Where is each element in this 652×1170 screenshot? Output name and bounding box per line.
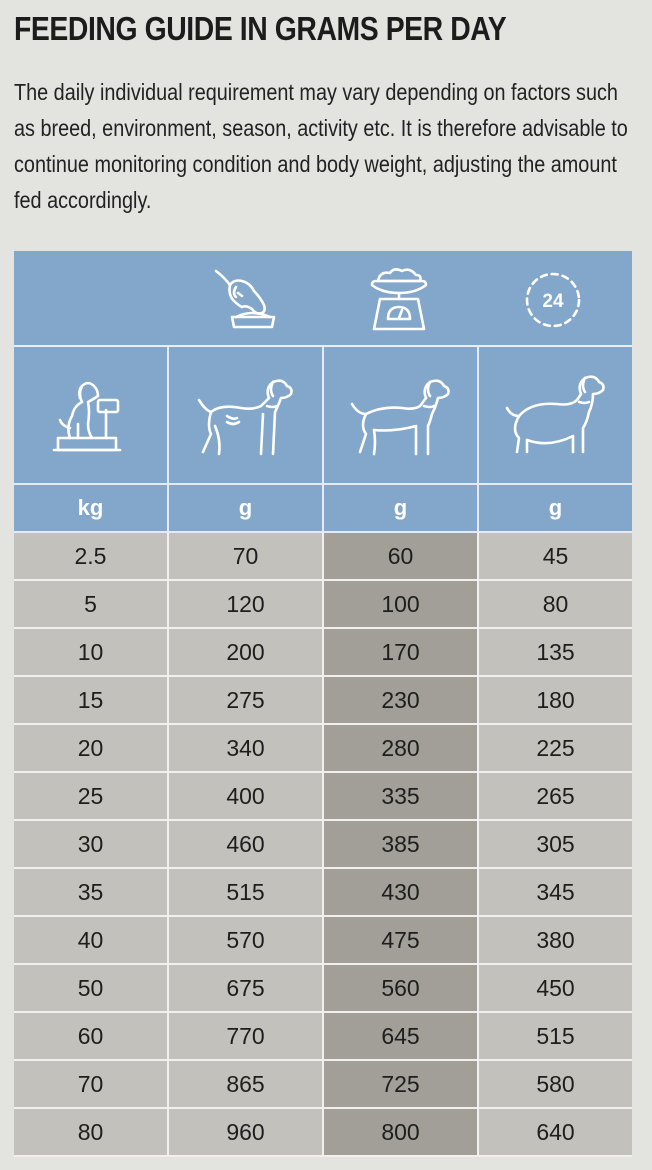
table-cell: 645 <box>324 1013 479 1061</box>
table-cell: 230 <box>324 677 479 725</box>
table-cell: 60 <box>324 533 479 581</box>
table-row <box>14 1061 632 1109</box>
table-icon-header <box>14 251 632 347</box>
table-cell: 570 <box>169 917 324 965</box>
table-row <box>14 773 632 821</box>
unit-header: kg <box>14 485 169 533</box>
table-cell: 515 <box>479 1013 632 1061</box>
table-cell: 640 <box>479 1109 632 1157</box>
dog-on-scale-icon <box>14 347 169 485</box>
table-cell: 280 <box>324 725 479 773</box>
table-cell: 10 <box>14 629 169 677</box>
table-row <box>14 821 632 869</box>
table-cell: 45 <box>479 533 632 581</box>
table-cell: 430 <box>324 869 479 917</box>
table-cell: 20 <box>14 725 169 773</box>
clock-24-icon <box>518 263 588 333</box>
unit-header: g <box>169 485 324 533</box>
table-cell: 70 <box>14 1061 169 1109</box>
page-title: FEEDING GUIDE IN GRAMS PER DAY <box>14 10 507 47</box>
table-cell: 460 <box>169 821 324 869</box>
table-cell: 960 <box>169 1109 324 1157</box>
table-cell: 380 <box>479 917 632 965</box>
table-cell: 225 <box>479 725 632 773</box>
table-cell: 340 <box>169 725 324 773</box>
table-cell: 675 <box>169 965 324 1013</box>
table-cell: 170 <box>324 629 479 677</box>
table-cell: 30 <box>14 821 169 869</box>
table-row <box>14 869 632 917</box>
table-row <box>14 581 632 629</box>
table-cell: 80 <box>479 581 632 629</box>
table-cell: 15 <box>14 677 169 725</box>
intro-line: The daily individual requirement may vary depending on factors such <box>14 79 618 105</box>
table-cell: 770 <box>169 1013 324 1061</box>
table-cell: 40 <box>14 917 169 965</box>
thin-dog-icon <box>169 347 324 485</box>
table-cell: 265 <box>479 773 632 821</box>
table-row <box>14 677 632 725</box>
food-scale-icon <box>364 263 434 333</box>
table-cell: 80 <box>14 1109 169 1157</box>
table-row <box>14 1109 632 1157</box>
table-cell: 25 <box>14 773 169 821</box>
table-row <box>14 725 632 773</box>
overweight-dog-icon <box>479 347 632 485</box>
table-cell: 385 <box>324 821 479 869</box>
table-cell: 100 <box>324 581 479 629</box>
table-row <box>14 629 632 677</box>
unit-header: g <box>324 485 479 533</box>
table-cell: 475 <box>324 917 479 965</box>
intro-line: continue monitoring condition and body weight, adjusting the amount <box>14 151 617 177</box>
table-cell: 50 <box>14 965 169 1013</box>
table-cell: 580 <box>479 1061 632 1109</box>
table-cell: 450 <box>479 965 632 1013</box>
table-body <box>14 533 632 1157</box>
intro-paragraph <box>14 74 635 218</box>
scale-label: g <box>396 280 402 290</box>
table-cell: 725 <box>324 1061 479 1109</box>
table-cell: 865 <box>169 1061 324 1109</box>
intro-line: fed accordingly. <box>14 187 152 213</box>
table-cell: 335 <box>324 773 479 821</box>
feeding-table <box>14 251 632 1157</box>
table-cell: 70 <box>169 533 324 581</box>
intro-line: as breed, environment, season, activity etc. It is therefore advisable to <box>14 115 628 141</box>
table-row <box>14 533 632 581</box>
table-cell: 515 <box>169 869 324 917</box>
table-cell: 135 <box>479 629 632 677</box>
table-cell: 200 <box>169 629 324 677</box>
table-cell: 400 <box>169 773 324 821</box>
table-cell: 120 <box>169 581 324 629</box>
table-row <box>14 917 632 965</box>
dog-eating-icon <box>212 263 282 333</box>
table-cell: 5 <box>14 581 169 629</box>
table-cell: 2.5 <box>14 533 169 581</box>
dog-icon-row <box>14 347 632 485</box>
clock-label: 24 <box>542 291 564 312</box>
table-row <box>14 1013 632 1061</box>
table-cell: 60 <box>14 1013 169 1061</box>
unit-header: g <box>479 485 632 533</box>
table-cell: 180 <box>479 677 632 725</box>
unit-header-row <box>14 485 632 533</box>
table-cell: 35 <box>14 869 169 917</box>
table-cell: 275 <box>169 677 324 725</box>
table-cell: 800 <box>324 1109 479 1157</box>
table-cell: 345 <box>479 869 632 917</box>
table-row <box>14 965 632 1013</box>
ideal-dog-icon <box>324 347 479 485</box>
table-cell: 560 <box>324 965 479 1013</box>
table-cell: 305 <box>479 821 632 869</box>
